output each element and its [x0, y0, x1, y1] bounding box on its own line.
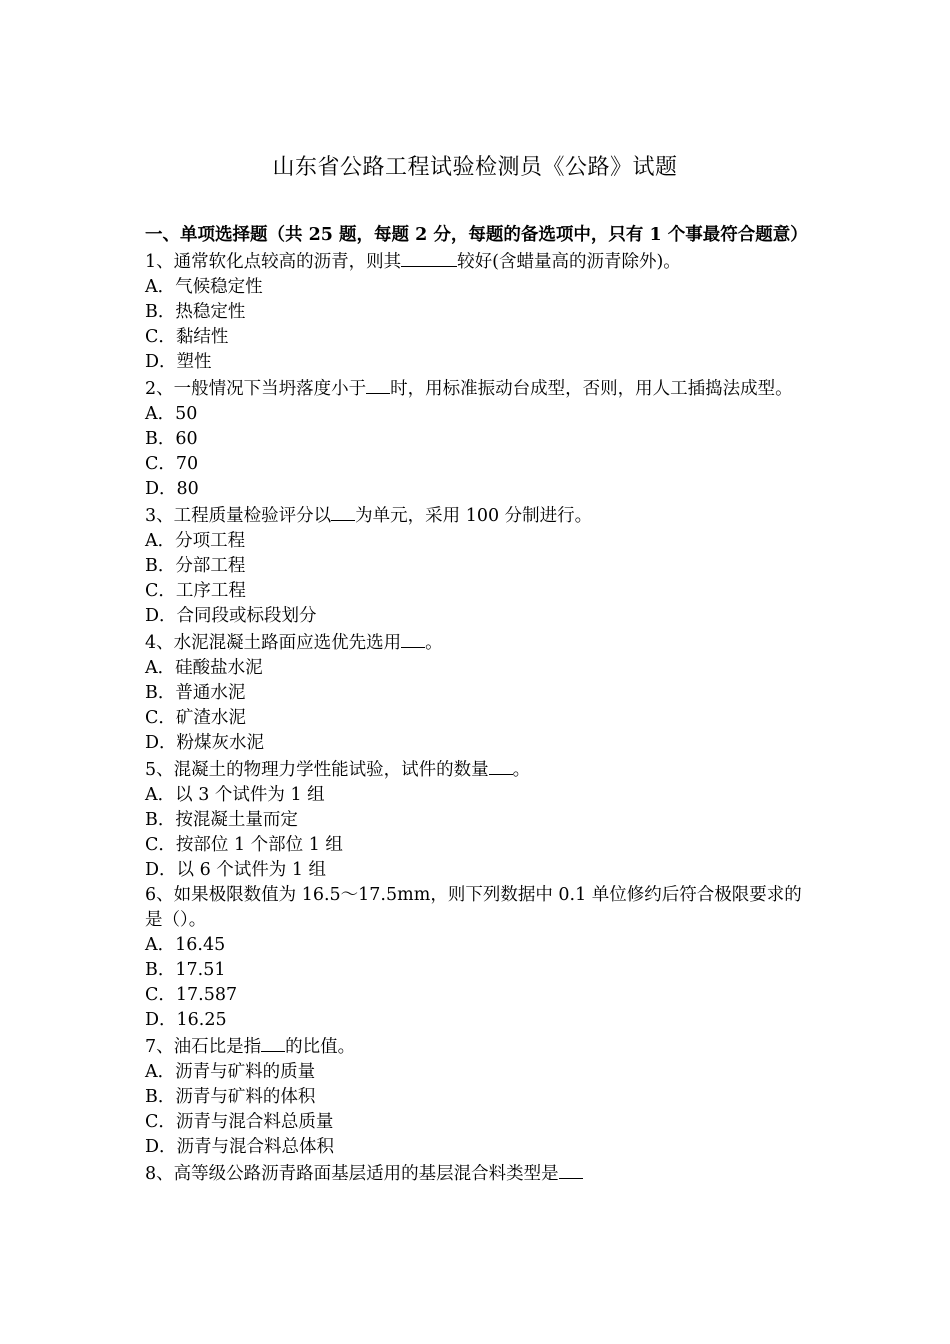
option: D．合同段或标段划分 [145, 606, 317, 626]
option: C．17.587 [145, 985, 238, 1005]
question-text: 3、工程质量检验评分以 [145, 506, 332, 526]
option: A．气候稳定性 [145, 277, 263, 297]
question-3 [145, 502, 810, 529]
question-1 [145, 248, 810, 275]
option: A．分项工程 [145, 531, 246, 551]
option: C．70 [145, 454, 199, 474]
question-text: 5、混凝土的物理力学性能试验，试件的数量 [145, 760, 489, 780]
document-body [145, 223, 810, 1187]
option: B．按混凝土量而定 [145, 810, 298, 830]
option: A．硅酸盐水泥 [145, 658, 263, 678]
option: B．沥青与矿料的体积 [145, 1087, 316, 1107]
option: B．热稳定性 [145, 302, 246, 322]
question-6: 6、如果极限数值为 16.5～17.5mm，则下列数据中 0.1 单位修约后符合极限要求的是（）。 [145, 885, 802, 930]
question-text: 时，用标准振动台成型，否则，用人工插捣法成型。 [390, 379, 793, 399]
question-text: 4、水泥混凝土路面应选优先选用 [145, 633, 402, 653]
option: D．粉煤灰水泥 [145, 733, 265, 753]
question-text: 2、一般情况下当坍落度小于 [145, 379, 367, 399]
answer-blank [559, 1160, 583, 1179]
option: A．以 3 个试件为 1 组 [145, 785, 325, 805]
option: B．普通水泥 [145, 683, 246, 703]
option: C．按部位 1 个部位 1 组 [145, 835, 343, 855]
option: B．17.51 [145, 960, 226, 980]
question-4 [145, 629, 810, 656]
document-title: 山东省公路工程试验检测员《公路》试题 [272, 155, 678, 180]
option: D．塑性 [145, 352, 212, 372]
question-text: 1、通常软化点较高的沥青，则其 [145, 252, 402, 272]
question-8 [145, 1160, 810, 1187]
question-text: 8、高等级公路沥青路面基层适用的基层混合料类型是 [145, 1164, 559, 1184]
option: D．16.25 [145, 1010, 227, 1030]
question-2 [145, 375, 810, 402]
option: D．沥青与混合料总体积 [145, 1137, 335, 1157]
option: A．16.45 [145, 935, 226, 955]
option: D．以 6 个试件为 1 组 [145, 860, 327, 880]
question-5 [145, 756, 810, 783]
question-text: 较好(含蜡量高的沥青除外)。 [457, 252, 681, 272]
option: B．分部工程 [145, 556, 246, 576]
option: A．沥青与矿料的质量 [145, 1062, 316, 1082]
section-heading: 一、单项选择题（共 25 题，每题 2 分，每题的备选项中，只有 1 个事最符合题意） [145, 225, 808, 245]
question-text: 。 [425, 633, 443, 653]
question-text: 。 [512, 760, 531, 780]
option: B．60 [145, 429, 198, 449]
answer-blank [366, 375, 390, 394]
question-text: 为单元，采用 100 分制进行。 [355, 506, 593, 526]
option: C．矿渣水泥 [145, 708, 246, 728]
option: A．50 [145, 404, 198, 424]
option: D．80 [145, 479, 199, 499]
answer-blank [331, 502, 355, 521]
question-text: 7、油石比是指 [145, 1037, 262, 1057]
answer-blank [401, 629, 425, 648]
answer-blank [401, 248, 457, 267]
option: C．黏结性 [145, 327, 229, 347]
option: C．沥青与混合料总质量 [145, 1112, 334, 1132]
option: C．工序工程 [145, 581, 246, 601]
question-7 [145, 1033, 810, 1060]
answer-blank [261, 1033, 285, 1052]
answer-blank [489, 756, 513, 775]
question-text: 的比值。 [285, 1037, 356, 1057]
